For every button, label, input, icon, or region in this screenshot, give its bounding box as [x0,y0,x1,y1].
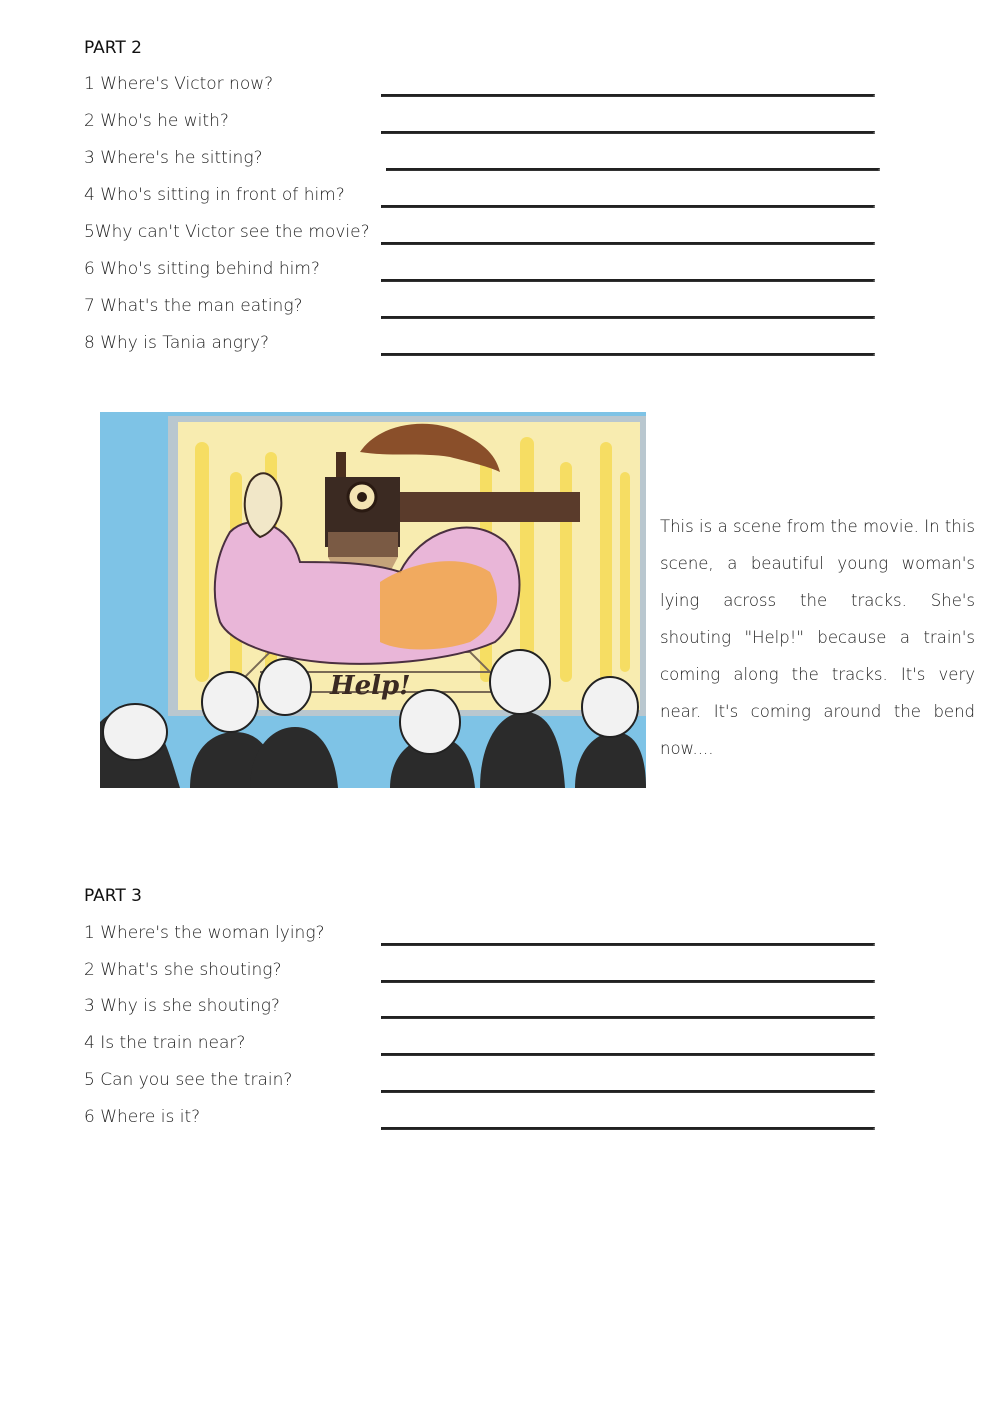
part3-question-6 [84,1107,884,1137]
question-text: 5 Can you see the train? [84,1070,293,1090]
part3-question-4 [84,1033,884,1063]
scene-description: This is a scene from the movie. In this scene, a beautiful young woman's lying across the tracks. She's shouting "Help!" because a train's coming along the tracks. It's very near. It's coming around the bend now.... [660,517,975,758]
part2-question-2 [84,111,884,141]
help-caption: Help! [330,671,411,701]
answer-field[interactable] [381,1053,875,1056]
answer-field[interactable] [381,1016,875,1019]
question-text: 3 Where's he sitting? [84,148,263,168]
part2-question-4 [84,185,884,215]
question-text: 8 Why is Tania angry? [84,333,270,353]
part-3-title: PART 3 [84,886,142,906]
answer-field[interactable] [381,131,875,134]
question-text: 1 Where's the woman lying? [84,923,325,943]
answer-field[interactable] [381,94,875,97]
answer-field[interactable] [381,316,875,319]
part2-question-3 [84,148,884,178]
answer-field[interactable] [381,943,875,946]
question-text: 2 What's she shouting? [84,960,282,980]
answer-field[interactable] [386,168,880,171]
part2-question-5 [84,222,884,252]
question-text: 5Why can't Victor see the movie? [84,222,370,242]
answer-field[interactable] [381,1127,875,1130]
part3-question-2 [84,960,884,990]
part3-question-3 [84,996,884,1026]
part3-question-1 [84,923,884,953]
part2-question-8 [84,333,884,363]
part2-question-7 [84,296,884,326]
question-text: 6 Who's sitting behind him? [84,259,320,279]
question-text: 7 What's the man eating? [84,296,303,316]
part2-question-6 [84,259,884,289]
part3-question-5 [84,1070,884,1100]
answer-field[interactable] [381,205,875,208]
answer-field[interactable] [381,279,875,282]
question-text: 4 Who's sitting in front of him? [84,185,345,205]
part2-question-1 [84,74,884,104]
question-text: 4 Is the train near? [84,1033,246,1053]
question-text: 2 Who's he with? [84,111,229,131]
answer-field[interactable] [381,353,875,356]
question-text: 6 Where is it? [84,1107,201,1127]
answer-field[interactable] [381,242,875,245]
part-2-title: PART 2 [84,38,142,58]
question-text: 1 Where's Victor now? [84,74,274,94]
answer-field[interactable] [381,1090,875,1093]
movie-scene-illustration [100,412,646,788]
question-text: 3 Why is she shouting? [84,996,280,1016]
answer-field[interactable] [381,980,875,983]
